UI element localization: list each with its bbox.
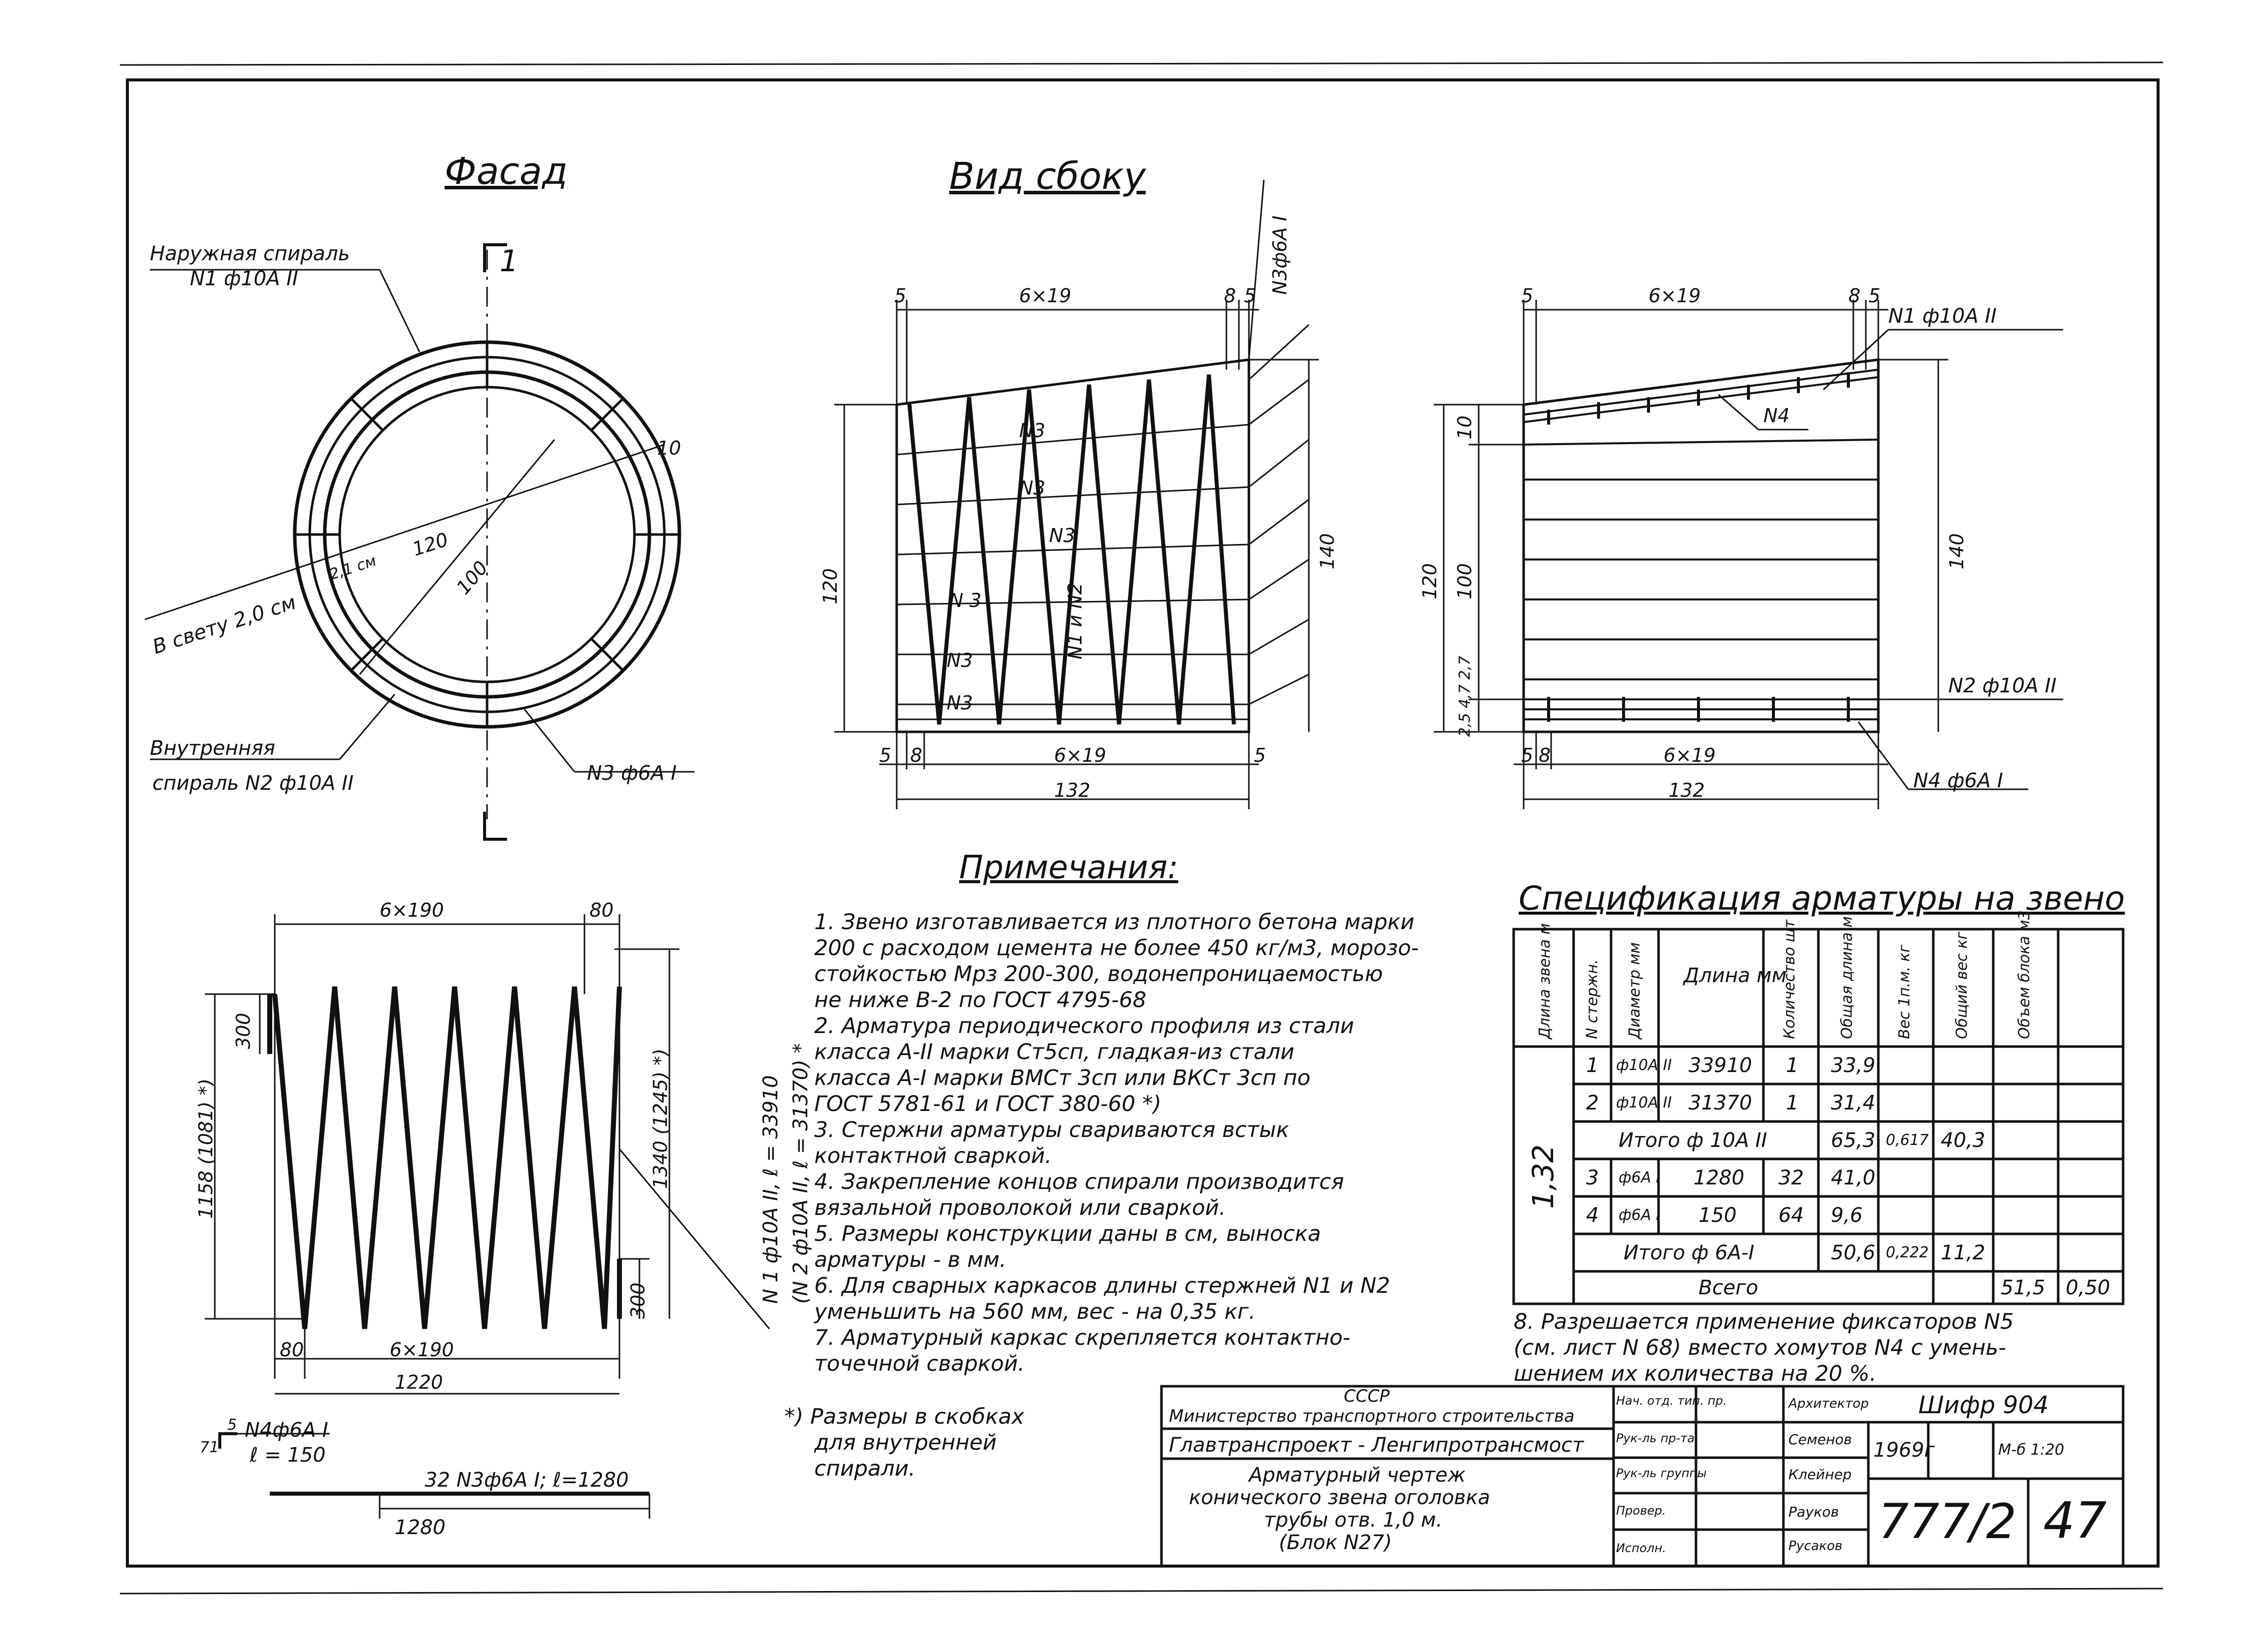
stamp-role: Провер. xyxy=(1616,1504,1666,1518)
spec-cell: 3 xyxy=(1586,1166,1599,1189)
spec-header: Количество шт xyxy=(1781,920,1798,1039)
spec-header: Объем блока м3 xyxy=(2016,910,2033,1039)
stamp-role: Исполн. xyxy=(1616,1541,1667,1555)
note-line: не ниже В-2 по ГОСТ 4795-68 xyxy=(814,988,1146,1013)
footnote xyxy=(784,1404,1024,1482)
spec-header: Вес 1п.м. кг xyxy=(1896,945,1913,1039)
spec-header: N стержн. xyxy=(1584,959,1601,1039)
stamp-sheet: 47 xyxy=(2043,1491,2107,1550)
spec-header: Длина мм xyxy=(1683,964,1787,987)
note-line: 7. Арматурный каркас скрепляется контактно- xyxy=(814,1325,1351,1350)
spec-cell: ф10А II xyxy=(1616,1094,1672,1111)
frame-h-1158: 1158 (1081) *) xyxy=(195,1078,217,1219)
spec-cell: 65,3 xyxy=(1831,1129,1876,1152)
note-line: уменьшить на 560 мм, вес - на 0,35 кг. xyxy=(814,1299,1256,1324)
sv1-height-120: 120 xyxy=(819,568,841,604)
outer-spiral-bar: N1 ф10А II xyxy=(190,267,298,290)
spec-cell: ф10А II xyxy=(1616,1057,1672,1074)
sv1-n3-b: N3 xyxy=(1019,477,1046,499)
spec-cell: 50,6 xyxy=(1831,1241,1876,1264)
sv2-n4-label: N4 xyxy=(1763,405,1790,427)
footnote-line: *) Размеры в скобках xyxy=(784,1404,1025,1429)
spec-cell: 32 xyxy=(1778,1166,1804,1189)
frame-spiral-leader: N 1 ф10А II, ℓ = 33910 xyxy=(759,1075,782,1304)
sv2-bottom-8: 8 xyxy=(1539,744,1551,766)
note-line: точечной сваркой. xyxy=(814,1351,1025,1376)
stamp-role: Рук-ль пр-та xyxy=(1616,1431,1695,1445)
side-view-2 xyxy=(1434,300,2063,809)
spec-header: Общий вес кг xyxy=(1953,932,1971,1039)
spec-cell: ф6А I xyxy=(1619,1169,1661,1186)
note-line: 200 с расходом цемента не более 450 кг/м3, морозо- xyxy=(814,936,1419,961)
inner-spiral-bar: спираль N2 ф10А II xyxy=(152,772,354,795)
spec-cell: 51,5 xyxy=(2001,1276,2046,1299)
note-line: класса А-I марки ВМСт 3сп или ВКСт 3сп по xyxy=(814,1066,1311,1091)
sv1-total-132: 132 xyxy=(1054,779,1091,801)
sv1-bottom-8: 8 xyxy=(910,744,923,766)
frame-top-6x190: 6×190 xyxy=(380,899,444,921)
sv1-n3-d: N 3 xyxy=(949,589,982,611)
sv1-top-8: 8 xyxy=(1224,285,1236,307)
frame-dim-5: 5 xyxy=(227,1416,237,1434)
frame-spiral-leader-2: (N 2 ф10А II, ℓ = 31370) * xyxy=(789,1043,812,1304)
note-line: 2. Арматура периодического профиля из стали xyxy=(814,1014,1354,1039)
sv2-top-5b: 5 xyxy=(1868,285,1881,307)
spec-header: Общая длина м xyxy=(1838,916,1856,1039)
spec-cell: 1 xyxy=(1786,1092,1799,1114)
frame-top-80: 80 xyxy=(589,899,614,921)
dim-120-facade: 120 xyxy=(410,528,451,560)
dim-10-facade: 10 xyxy=(657,437,681,459)
sv2-n2-label: N2 ф10А II xyxy=(1948,674,2057,697)
spec-cell: 11,2 xyxy=(1941,1241,1986,1264)
note-line: 1. Звено изготавливается из плотного бетона марки xyxy=(814,910,1415,935)
spec-cell: 1 xyxy=(1586,1054,1599,1077)
sv2-h-small: 2,5 4,7 2,7 xyxy=(1456,655,1474,737)
stamp-ussr: СССР xyxy=(1344,1386,1390,1406)
frame-h-300-bottom: 300 xyxy=(627,1282,649,1319)
spec-cell: ф6А I xyxy=(1619,1206,1661,1224)
spec-cell: 150 xyxy=(1698,1204,1737,1227)
frame-h-1340: 1340 (1245) *) xyxy=(649,1048,671,1189)
stamp-scale: М-б 1:20 xyxy=(1998,1441,2065,1459)
sv1-top-6x19: 6×19 xyxy=(1019,285,1072,307)
sv1-n3-top: N3ф6А I xyxy=(1269,215,1291,295)
section-mark: 1 xyxy=(500,244,519,279)
frame-n4-label: N4ф6А I xyxy=(245,1419,328,1442)
frame-total-1220: 1220 xyxy=(395,1371,443,1393)
stamp-year: 1969г xyxy=(1873,1439,1935,1462)
sv2-total-132: 132 xyxy=(1669,779,1705,801)
spec-cell: 0,50 xyxy=(2066,1276,2111,1299)
spec-subtotal-label: Итого ф 10А II xyxy=(1619,1129,1767,1152)
sv2-h-10: 10 xyxy=(1454,415,1476,440)
stamp-name: Русаков xyxy=(1788,1539,1843,1554)
facade-title: Фасад xyxy=(445,150,568,193)
notes-title: Примечания: xyxy=(959,849,1178,886)
stamp-title-2: конического звена оголовка xyxy=(1189,1486,1490,1509)
spec-cell: 41,0 xyxy=(1831,1166,1876,1189)
note-line: 4. Закрепление концов спирали производится xyxy=(814,1169,1344,1194)
note-line: класса А-II марки Ст5сп, гладкая-из стали xyxy=(814,1040,1295,1065)
note-line: 3. Стержни арматуры свариваются встык xyxy=(814,1117,1289,1142)
sv1-height-140: 140 xyxy=(1316,533,1338,569)
spec-cell: 1280 xyxy=(1693,1166,1744,1189)
note-8-line: (см. лист N 68) вместо хомутов N4 с умень- xyxy=(1514,1335,2006,1360)
spec-title: Спецификация арматуры на звено xyxy=(1519,879,2125,918)
frame-bottom-80: 80 xyxy=(280,1339,304,1361)
frame-elevation xyxy=(205,914,769,1394)
spec-cell: 33910 xyxy=(1688,1054,1752,1077)
stamp-name: Рауков xyxy=(1788,1504,1839,1520)
note-line: стойкостью Мрз 200-300, водонепроницаемостью xyxy=(814,962,1383,987)
sv1-n3-a: N3 xyxy=(1019,420,1046,442)
footnote-line: спирали. xyxy=(814,1456,916,1481)
side-view-title: Вид сбоку xyxy=(949,155,1146,198)
stamp-name: Архитектор xyxy=(1788,1396,1869,1411)
frame-n3-label: 32 N3ф6А I; ℓ=1280 xyxy=(425,1469,629,1492)
spec-cell: 33,9 xyxy=(1831,1054,1876,1077)
sv1-top-5: 5 xyxy=(894,285,907,307)
frame-n3-length: 1280 xyxy=(395,1516,446,1539)
sv1-n3-c: N3 xyxy=(1049,525,1076,547)
stamp-name: Клейнер xyxy=(1788,1466,1852,1483)
spec-cell: 0,222 xyxy=(1886,1244,1929,1261)
stamp-cipher: Шифр 904 xyxy=(1918,1391,2049,1419)
spec-cell: 1 xyxy=(1786,1054,1799,1077)
sv2-h-100: 100 xyxy=(1454,563,1476,599)
spec-cell: 31,4 xyxy=(1831,1092,1876,1114)
sv2-h-140: 140 xyxy=(1946,533,1968,569)
spec-cell: 0,617 xyxy=(1886,1131,1929,1149)
clear-gap-label: В свету 2,0 см xyxy=(150,590,299,659)
n3-stirrup-label: N3 ф6А I xyxy=(587,762,677,785)
stamp-number: 777/2 xyxy=(1878,1494,2017,1550)
stamp-title-1: Арматурный чертеж xyxy=(1249,1464,1466,1487)
note-8 xyxy=(1514,1309,2014,1387)
spec-cell: 9,6 xyxy=(1831,1204,1863,1227)
sv1-bottom-6x19: 6×19 xyxy=(1054,744,1107,766)
sv2-h-120: 120 xyxy=(1419,563,1441,599)
note-line: контактной сваркой. xyxy=(814,1143,1052,1168)
note-line: 5. Размеры конструкции даны в см, выноска xyxy=(814,1221,1321,1246)
sv2-n4-bar-label: N4 ф6А I xyxy=(1913,769,2003,792)
stamp-organization: Главтранспроект - Ленгипротрансмост xyxy=(1169,1434,1584,1457)
spec-grand-label: Всего xyxy=(1698,1276,1758,1299)
outer-spiral-label: Наружная спираль xyxy=(150,242,350,265)
inner-spiral-label: Внутренняя xyxy=(150,737,275,760)
note-line: вязальной проволокой или сваркой. xyxy=(814,1195,1226,1220)
stamp-role: Нач. отд. тип. пр. xyxy=(1616,1394,1727,1408)
spec-cell: 64 xyxy=(1778,1204,1804,1227)
note-line: 6. Для сварных каркасов длины стержней N1 и N2 xyxy=(814,1273,1390,1298)
sv2-n1-label: N1 ф10А II xyxy=(1888,305,1997,328)
sv2-top-6x19: 6×19 xyxy=(1649,285,1701,307)
spec-header: Диаметр мм xyxy=(1626,942,1644,1039)
sv1-n1-n2: N1 и N2 xyxy=(1064,582,1086,659)
dim-21-facade: 2,1 см xyxy=(327,552,379,584)
spec-header: Длина звена м xyxy=(1536,923,1554,1039)
sv1-n3-f: N3 xyxy=(947,692,973,714)
stamp-ministry: Министерство транспортного строительства xyxy=(1169,1406,1575,1426)
sv2-bottom-5: 5 xyxy=(1521,744,1534,766)
note-line: ГОСТ 5781-61 и ГОСТ 380-60 *) xyxy=(814,1092,1161,1116)
note-line: арматуры - в мм. xyxy=(814,1247,1007,1272)
notes-list xyxy=(814,909,1419,1377)
spec-subtotal-label: Итого ф 6А-I xyxy=(1624,1241,1754,1264)
frame-dim-71: 71 xyxy=(200,1439,219,1456)
stamp-role: Рук-ль группы xyxy=(1616,1466,1707,1480)
sv1-n3-e: N3 xyxy=(947,649,973,671)
spec-cell: 4 xyxy=(1586,1204,1599,1227)
frame-bottom-6x190: 6×190 xyxy=(390,1339,454,1361)
spec-cell: 2 xyxy=(1586,1092,1599,1114)
spec-cell: 31370 xyxy=(1688,1092,1752,1114)
sv1-top-5b: 5 xyxy=(1244,285,1256,307)
dim-100-facade: 100 xyxy=(452,556,493,599)
sv1-bottom-5: 5 xyxy=(879,744,892,766)
sv2-top-5: 5 xyxy=(1521,285,1534,307)
frame-h-300-top: 300 xyxy=(232,1013,254,1049)
frame-n4-length: ℓ = 150 xyxy=(250,1444,326,1467)
sv2-top-8: 8 xyxy=(1848,285,1861,307)
note-8-line: 8. Разрешается применение фиксаторов N5 xyxy=(1514,1309,2014,1334)
stamp-name: Семенов xyxy=(1788,1431,1852,1448)
footnote-line: для внутренней xyxy=(814,1430,997,1455)
note-8-line: шением их количества на 20 %. xyxy=(1514,1361,1877,1386)
side-view-1 xyxy=(834,180,1319,809)
sv1-bottom-5b: 5 xyxy=(1254,744,1266,766)
spec-cell: 40,3 xyxy=(1941,1129,1986,1152)
stamp-title-4: (Блок N27) xyxy=(1279,1531,1392,1554)
spec-segment-length: 1,32 xyxy=(1526,1144,1560,1209)
stamp-title-3: трубы отв. 1,0 м. xyxy=(1264,1509,1443,1532)
sv2-bottom-6x19: 6×19 xyxy=(1664,744,1716,766)
